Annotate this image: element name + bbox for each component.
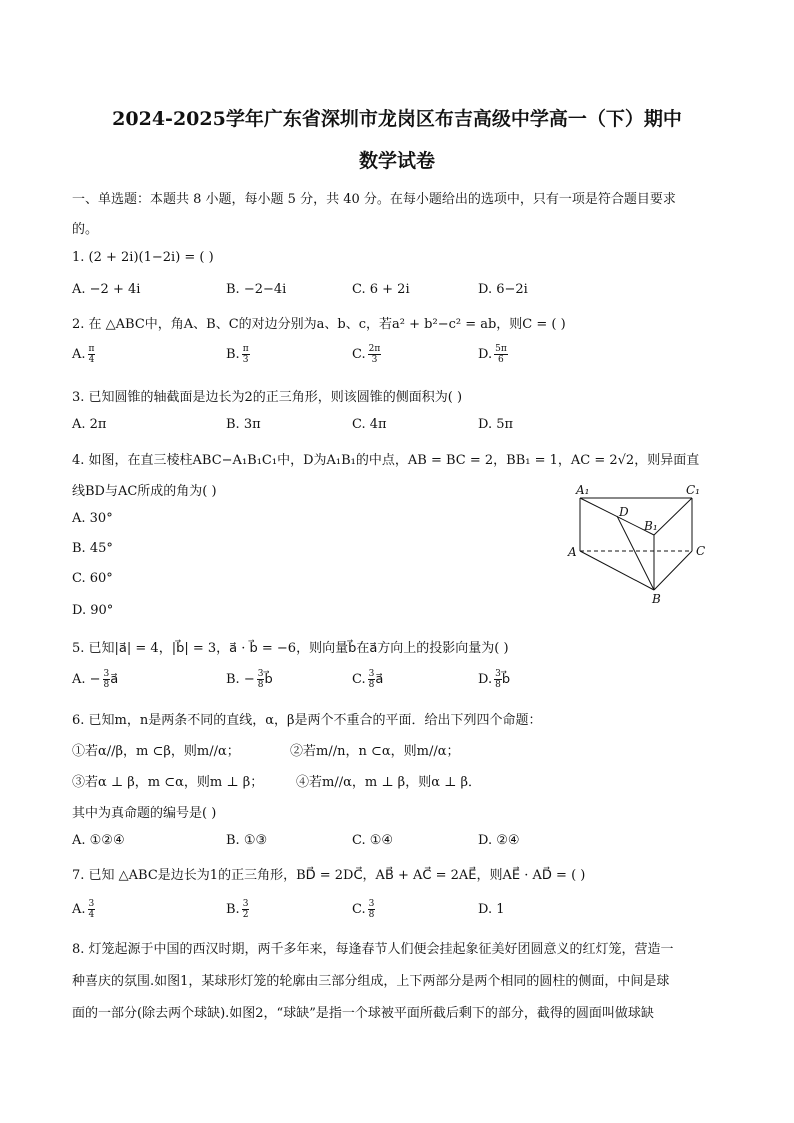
q6-option-c: C. ①④ bbox=[352, 833, 394, 848]
q6-option-d: D. ②④ bbox=[478, 833, 520, 848]
label-d: D bbox=[619, 505, 629, 519]
q6-proposition-3: ③若α ⊥ β，m ⊂α，则m ⊥ β； bbox=[72, 775, 264, 790]
label-a1: A₁ bbox=[576, 483, 590, 497]
q1-option-d: D. 6−2i bbox=[478, 282, 528, 297]
q5-stem: 5. 已知|a⃗| = 4，|b⃗| = 3，a⃗ · b⃗ = −6，则向量b⃗在a⃗方向上的投影向量为( ) bbox=[72, 641, 509, 656]
q6-proposition-2: ②若m//n，n ⊂α，则m//α； bbox=[290, 744, 460, 759]
q3-option-a: A. 2π bbox=[72, 417, 107, 432]
q8-line-3: 面的一部分(除去两个球缺).如图2，“球缺”是指一个球被平面所截后剩下的部分，截得的圆面叫做球缺 bbox=[72, 1006, 654, 1021]
q5-option-c: C. $\frac{3}{8}$ a⃗ bbox=[352, 669, 384, 690]
q6-ask: 其中为真命题的编号是( ) bbox=[72, 806, 217, 821]
q3-stem: 3. 已知圆锥的轴截面是边长为2的正三角形，则该圆锥的侧面积为( ) bbox=[72, 390, 463, 405]
section-1-heading: 一、单选题：本题共 8 小题，每小题 5 分，共 40 分。在每小题给出的选项中，只有一项是符合题目要求 bbox=[72, 192, 676, 207]
q4-stem: 4. 如图，在直三棱柱ABC−A₁B₁C₁中，D为A₁B₁的中点，AB = BC = 2，BB₁ = 1，AC = 2√2，则异面直 bbox=[72, 453, 700, 468]
label-a: A bbox=[568, 545, 577, 559]
q2-option-d: D. $\frac{5\pi}{6}$ bbox=[478, 344, 507, 365]
q4-option-d: D. 90° bbox=[72, 603, 114, 618]
q8-line-1: 8. 灯笼起源于中国的西汉时期，两千多年来，每逢春节人们便会挂起象征美好团圆意义的红灯笼，营造一 bbox=[72, 942, 674, 957]
q7-option-a: A. $\frac{3}{4}$ bbox=[72, 899, 95, 920]
label-c1: C₁ bbox=[686, 483, 700, 497]
q6-proposition-1: ①若α//β，m ⊂β，则m//α； bbox=[72, 744, 240, 759]
q2-stem: 2. 在 △ABC中，角A、B、C的对边分别为a、b、c，若a² + b²−c² = ab，则C = ( ) bbox=[72, 317, 566, 332]
q3-option-c: C. 4π bbox=[352, 417, 387, 432]
q7-option-c: C. $\frac{3}{8}$ bbox=[352, 899, 375, 920]
label-c: C bbox=[696, 544, 706, 558]
q1-option-b: B. −2−4i bbox=[226, 282, 287, 297]
q5-option-a: A. − $\frac{3}{8}$ a⃗ bbox=[72, 669, 119, 690]
q7-stem: 7. 已知 △ABC是边长为1的正三角形，BD⃗ = 2DC⃗，AB⃗ + AC⃗ = 2AE⃗，则AE⃗ · AD⃗ = ( ) bbox=[72, 868, 586, 883]
title-line-1: 2024-2025学年广东省深圳市龙岗区布吉高级中学高一（下）期中 bbox=[112, 108, 682, 130]
prism-figure bbox=[562, 478, 722, 608]
q7-option-b: B. $\frac{3}{2}$ bbox=[226, 899, 249, 920]
q3-option-b: B. 3π bbox=[226, 417, 261, 432]
q1-option-a: A. −2 + 4i bbox=[72, 282, 141, 297]
q5-option-d: D. $\frac{3}{8}$ b⃗ bbox=[478, 669, 511, 690]
q6-option-b: B. ①③ bbox=[226, 833, 268, 848]
q7-option-d: D. 1 bbox=[478, 902, 505, 917]
q2-option-c: C. $\frac{2\pi}{3}$ bbox=[352, 344, 381, 365]
q4-option-b: B. 45° bbox=[72, 541, 113, 556]
label-b: B bbox=[652, 592, 661, 606]
q1-option-c: C. 6 + 2i bbox=[352, 282, 410, 297]
title-line-2: 数学试卷 bbox=[358, 150, 435, 172]
q6-option-a: A. ①②④ bbox=[72, 833, 125, 848]
q8-line-2: 种喜庆的氛围.如图1，某球形灯笼的轮廓由三部分组成，上下两部分是两个相同的圆柱的侧面，中间是球 bbox=[72, 974, 670, 989]
q2-option-b: B. $\frac{\pi}{3}$ bbox=[226, 344, 249, 365]
q4-stem-cont: 线BD与AC所成的角为( ) bbox=[72, 484, 217, 499]
q4-option-a: A. 30° bbox=[72, 511, 113, 526]
q1-stem: 1. (2 + 2i)(1−2i) = ( ) bbox=[72, 250, 214, 265]
q4-option-c: C. 60° bbox=[72, 571, 113, 586]
q3-option-d: D. 5π bbox=[478, 417, 514, 432]
q6-stem: 6. 已知m，n是两条不同的直线，α，β是两个不重合的平面．给出下列四个命题： bbox=[72, 713, 542, 728]
q5-option-b: B. − $\frac{3}{8}$ b⃗ bbox=[226, 669, 273, 690]
section-1-heading-cont: 的。 bbox=[72, 222, 99, 237]
q6-proposition-4: ④若m//α，m ⊥ β，则α ⊥ β． bbox=[296, 775, 481, 790]
label-b1: B₁ bbox=[644, 519, 658, 533]
q2-option-a: A. $\frac{\pi}{4}$ bbox=[72, 344, 95, 365]
